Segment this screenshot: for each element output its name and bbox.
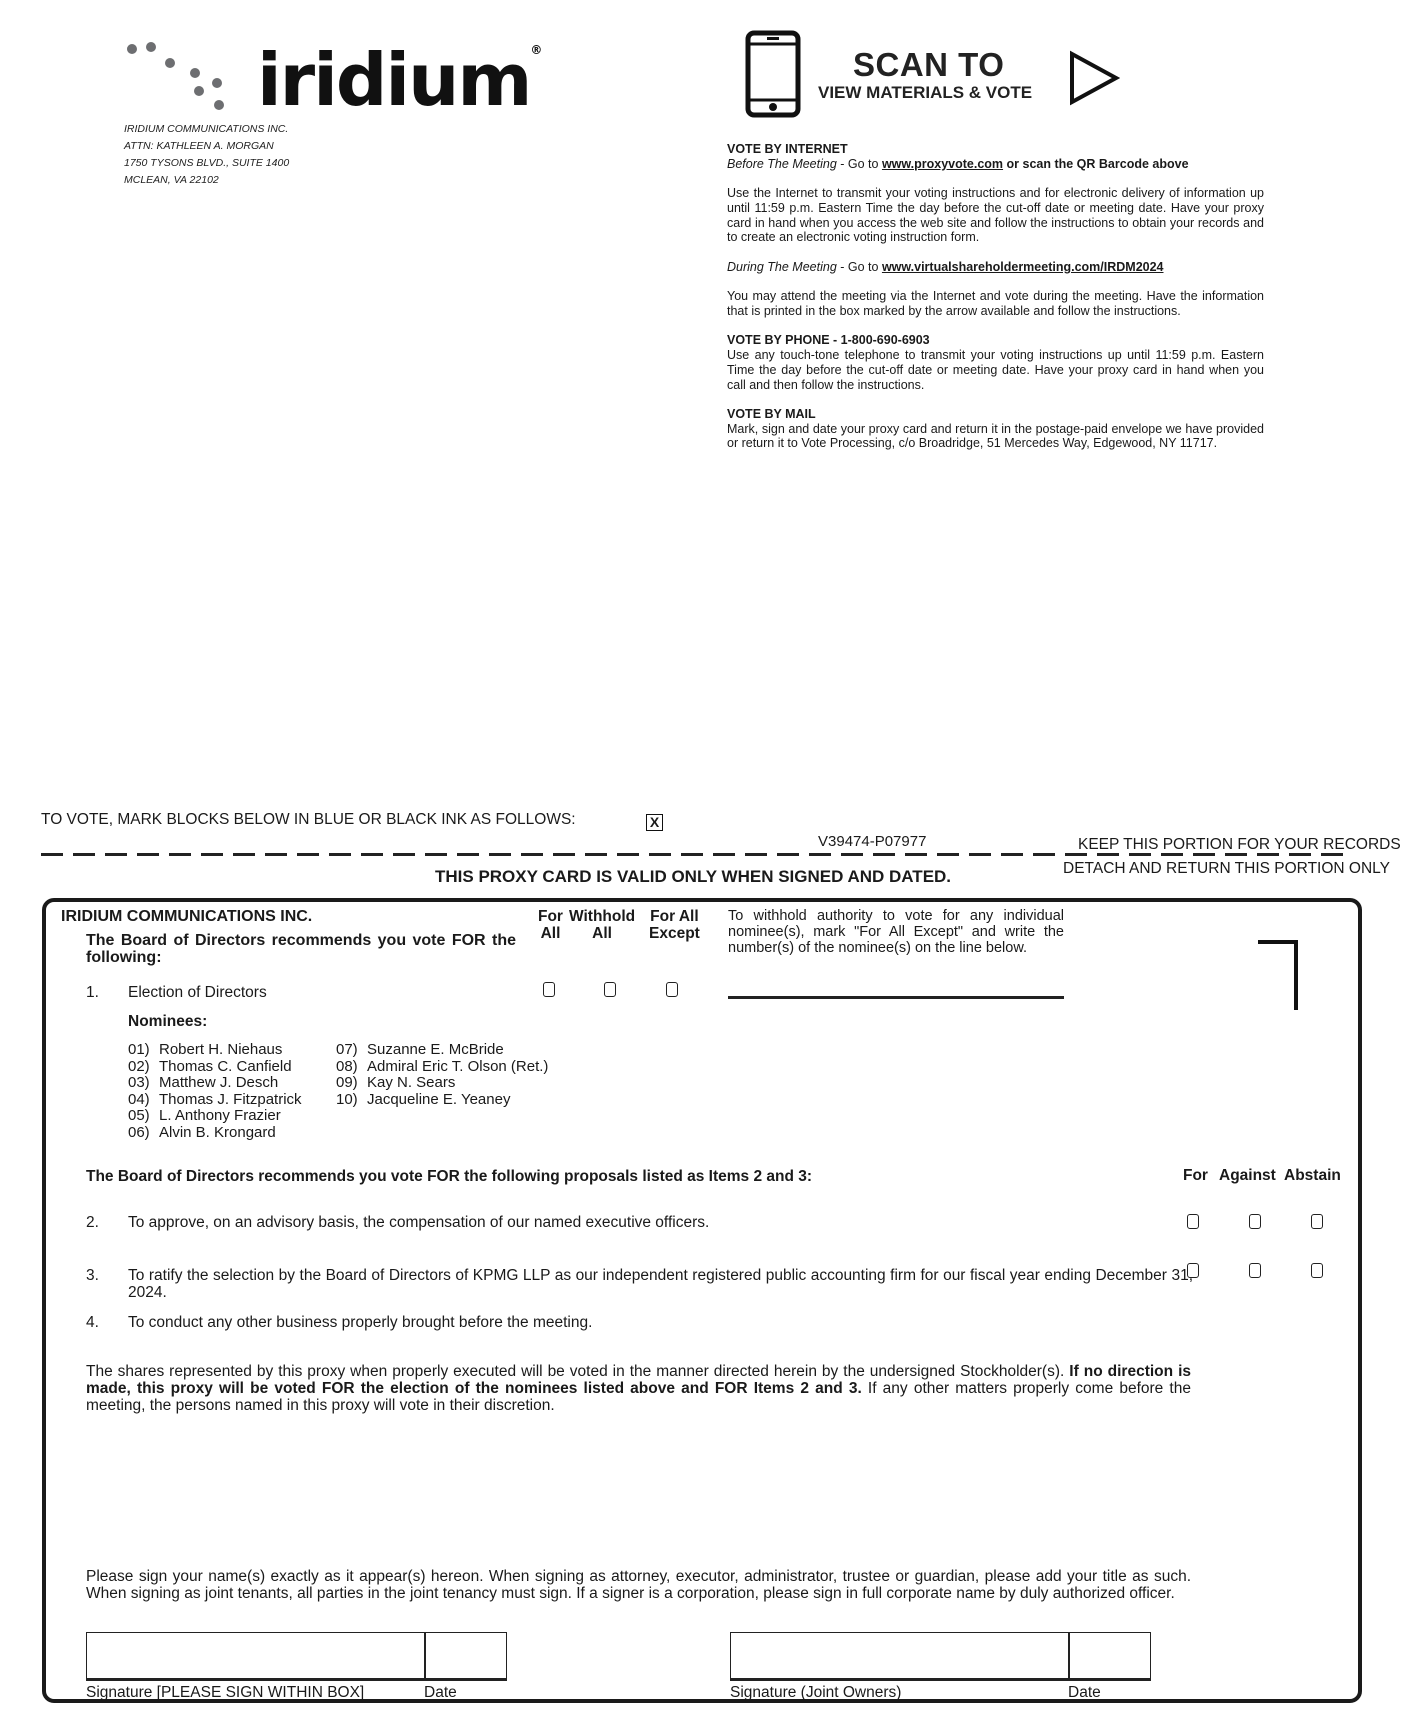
return-address [124,121,289,189]
item2-for-checkbox[interactable] [1187,1214,1199,1229]
card-company-name: IRIDIUM COMMUNICATIONS INC. [61,908,313,925]
keep-portion-text: KEEP THIS PORTION FOR YOUR RECORDS [1078,836,1401,853]
date-label: Date [424,1684,457,1701]
vote-internet-heading: VOTE BY INTERNET [727,142,848,156]
list-item: 01) Robert H. Niehaus [128,1041,283,1058]
scan-subtitle: VIEW MATERIALS & VOTE [818,83,1033,102]
item4-number: 4. [86,1314,99,1331]
column-against: Against [1219,1167,1276,1184]
list-item: 04) Thomas J. Fitzpatrick [128,1090,302,1108]
date-box[interactable] [424,1632,507,1681]
joint-date-label: Date [1068,1684,1101,1701]
play-arrow-icon [1068,50,1120,106]
mark-example-x: X [649,814,660,830]
item3-against-checkbox[interactable] [1249,1263,1261,1278]
proxyvote-link[interactable]: www.proxyvote.com [881,156,1004,171]
signature-box[interactable] [86,1632,426,1681]
nominees-list-right [336,1042,548,1108]
during-meeting-label: During The Meeting [727,259,837,274]
item3-text: To ratify the selection by the Board of Directors of KPMG LLP as our independent registered public accounting firm for our fiscal year ending December 31, 2024. [128,1267,1193,1301]
list-item: 06) Alvin B. Krongard [128,1123,276,1141]
during-text: You may attend the meeting via the Internet and vote during the meeting. Have the information that is printed in the box marked by the arrow available and follow the instructions. [727,289,1264,318]
joint-signature-box[interactable] [730,1632,1070,1681]
logo-registered-mark: ® [530,43,541,57]
list-item: 05) L. Anthony Frazier [128,1107,281,1125]
virtual-meeting-link[interactable]: www.virtualshareholdermeeting.com/IRDM2024 [881,259,1164,274]
before-meeting-label: Before The Meeting [727,156,837,171]
vote-mail-heading: VOTE BY MAIL [727,406,816,421]
control-code: V39474-P07977 [818,833,927,850]
sign-instructions: Please sign your name(s) exactly as it appear(s) hereon. When signing as attorney, executor, administrator, trustee or guardian, please add your title as such. When signing as joint tenants, all parties in the joint tenancy must sign. If a signer is a corporation, please sign in full corporate name by duly authorized officer. [86,1568,1191,1602]
list-item: 07) Suzanne E. McBride [336,1041,504,1058]
item1-for-all-except-checkbox[interactable] [666,982,678,997]
address-line: 1750 TYSONS BLVD., SUITE 1400 [124,157,290,169]
item2-abstain-checkbox[interactable] [1311,1214,1323,1229]
item3-for-checkbox[interactable] [1187,1263,1199,1278]
logo-dot [146,42,156,52]
voting-instructions [727,142,1264,466]
nominees-label: Nominees: [128,1013,208,1030]
phone-icon [745,30,801,118]
qr-text: or scan the QR Barcode above [1003,156,1189,171]
detach-portion-text: DETACH AND RETURN THIS PORTION ONLY [1063,860,1390,877]
before-go-text: - Go to [836,156,882,171]
logo-dot [194,86,204,96]
address-line: ATTN: KATHLEEN A. MORGAN [124,140,274,152]
column-abstain: Abstain [1284,1167,1341,1184]
logo-dot [165,58,175,68]
item2-text: To approve, on an advisory basis, the compensation of our named executive officers. [128,1214,710,1231]
column-for-all: For All [538,908,563,942]
address-line: MCLEAN, VA 22102 [124,174,219,186]
address-line: IRIDIUM COMMUNICATIONS INC. [124,123,289,135]
mark-example-box [646,814,663,831]
item4-text: To conduct any other business properly brought before the meeting. [128,1314,593,1331]
item3-number: 3. [86,1267,99,1284]
item1-number: 1. [86,984,99,1001]
item1-text: Election of Directors [128,984,267,1001]
list-item: 02) Thomas C. Canfield [128,1057,292,1075]
shares-statement: The shares represented by this proxy when properly executed will be voted in the manner directed herein by the undersigned Stockholder(s). If no direction is made, this proxy will be voted FOR the election of the nominees listed above and FOR Items 2 and 3. If any other matters properly come before the meeting, the persons named in this proxy will vote in their discretion. [86,1363,1191,1414]
column-withhold-all: Withhold All [569,908,636,942]
mail-text: Mark, sign and date your proxy card and return it in the postage-paid envelope we have provided or return it to Vote Processing, c/o Broadridge, 51 Mercedes Way, Edgewood, NY 11717. [727,421,1264,451]
corner-arrow-mark [1258,940,1298,1010]
logo-dot [212,78,222,88]
scan-title: SCAN TO [853,46,1005,83]
during-go-text: - Go to [836,259,882,274]
board-recommendation-2: The Board of Directors recommends you vote FOR the following proposals listed as Items 2 and 3: [86,1168,813,1185]
list-item: 10) Jacqueline E. Yeaney [336,1090,511,1108]
joint-date-box[interactable] [1068,1632,1151,1681]
list-item: 08) Admiral Eric T. Olson (Ret.) [336,1057,549,1075]
joint-signature-label: Signature (Joint Owners) [730,1684,902,1701]
item2-against-checkbox[interactable] [1249,1214,1261,1229]
board-recommendation-1: The Board of Directors recommends you vote FOR the following: [86,932,516,966]
nominee-number-line[interactable] [728,996,1064,999]
withhold-instructions: To withhold authority to vote for any individual nominee(s), mark "For All Except" and write the number(s) of the nominee(s) on the line below. [728,908,1064,956]
valid-only-text: THIS PROXY CARD IS VALID ONLY WHEN SIGNED AND DATED. [435,867,952,886]
list-item: 09) Kay N. Sears [336,1074,456,1092]
column-for: For [1183,1167,1208,1184]
list-item: 03) Matthew J. Desch [128,1074,279,1092]
internet-text: Use the Internet to transmit your voting instructions and for electronic delivery of information up until 11:59 p.m. Eastern Time the day before the cut-off date or meeting date. Have your proxy card in hand when you access the web site and follow the instructions to obtain your records and to create an electronic voting instruction form. [727,186,1264,245]
logo-dot [127,44,137,54]
logo-text: iridium [257,38,531,122]
proxy-card [42,898,1362,1703]
item1-for-all-checkbox[interactable] [543,982,555,997]
item3-abstain-checkbox[interactable] [1311,1263,1323,1278]
mark-instructions: TO VOTE, MARK BLOCKS BELOW IN BLUE OR BLACK INK AS FOLLOWS: [41,811,576,828]
iridium-logo [122,38,542,122]
vote-phone-heading: VOTE BY PHONE - 1-800-690-6903 [727,333,930,348]
logo-dot [190,68,200,78]
column-for-all-except: For All Except [649,908,700,942]
signature-label: Signature [PLEASE SIGN WITHIN BOX] [86,1684,365,1701]
phone-text: Use any touch-tone telephone to transmit your voting instructions up until 11:59 p.m. Eastern Time the day before the cut-off date or meeting date. Have your proxy card in hand when you call and then follow the instructions. [727,347,1264,392]
item1-withhold-all-checkbox[interactable] [604,982,616,997]
logo-dot [214,100,224,110]
nominees-list-left [128,1042,302,1142]
item2-number: 2. [86,1214,99,1231]
